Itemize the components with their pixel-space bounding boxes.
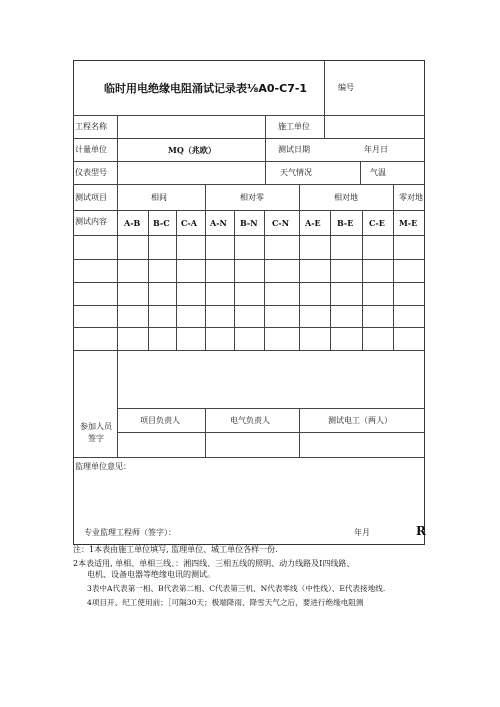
col-header: C-N <box>272 218 289 228</box>
test-content-label: 测试内容 <box>75 217 107 226</box>
notes <box>73 544 433 608</box>
col-divider <box>205 184 206 350</box>
col-divider <box>265 115 266 184</box>
supervisor-engineer-label: 专业监理工程师（签字）： <box>84 528 176 537</box>
instrument-model-label: 仪表型号 <box>75 168 107 177</box>
electrical-leader-label: 电气负责人 <box>230 416 270 425</box>
row-divider <box>73 305 425 306</box>
row-divider <box>73 350 425 351</box>
weather-label: 天气情况 <box>280 168 312 177</box>
row-divider <box>117 408 425 409</box>
col-divider <box>393 184 394 350</box>
col-header: A-E <box>305 218 321 228</box>
number-label: 编号 <box>338 83 354 92</box>
col-header: B-N <box>240 218 258 228</box>
measure-unit-label: 计量单位 <box>75 145 107 154</box>
col-divider <box>362 210 363 350</box>
col-divider <box>299 184 300 350</box>
temperature-label: 气温 <box>370 168 386 177</box>
col-divider <box>264 210 265 350</box>
measure-unit-value: MQ（兆欧） <box>168 145 216 155</box>
zero-to-ground-label: 零对地 <box>399 193 423 202</box>
project-name-label: 工程名称 <box>75 122 107 131</box>
participants-label: 参加人员签字 <box>80 422 112 443</box>
col-header: C-A <box>181 218 197 228</box>
note-line: 4项目开、纪工使用前；［可隔30天；极端降雨、降雪天气之后，要进行绝缘电阻测 <box>87 598 364 607</box>
col-header: M-E <box>399 218 418 228</box>
project-leader-label: 项目负责人 <box>140 416 180 425</box>
row-divider <box>73 327 425 328</box>
test-date-label: 测试日期 <box>278 145 310 154</box>
row-divider <box>73 457 425 458</box>
col-divider <box>360 161 361 184</box>
row-divider <box>73 184 425 185</box>
col-header: A-N <box>210 218 227 228</box>
col-divider <box>324 115 325 138</box>
r-mark: R <box>416 524 426 538</box>
col-divider <box>299 408 300 457</box>
test-date-value: 年月日 <box>364 145 388 154</box>
note-line: 3表中A代表第一相、B代表第二相、C代表第三机、N代表零线（中性线）、E代表接地线. <box>87 584 386 593</box>
note-line: 2本表适用, 单相、单相三线、：湘四线、三相五线的照明、动力线路及Ⅰ四线路、 <box>73 559 355 568</box>
col-divider <box>117 350 118 457</box>
col-divider <box>148 210 149 350</box>
row-divider <box>73 115 425 116</box>
row-divider <box>73 259 425 260</box>
construction-unit-label: 施工单位 <box>278 122 310 131</box>
test-electrician-label: 测试电工（两人） <box>328 416 392 425</box>
phase-to-phase-label: 相间 <box>151 193 167 202</box>
col-divider <box>234 210 235 350</box>
col-divider <box>324 60 325 115</box>
row-divider <box>117 432 425 433</box>
supervisor-opinion-label: 监理单位意见： <box>75 462 131 471</box>
test-item-label: 测试项目 <box>75 193 107 202</box>
col-header: B-C <box>153 218 170 228</box>
row-divider <box>73 282 425 283</box>
form-frame <box>73 60 425 545</box>
col-divider <box>205 408 206 457</box>
note-line: 电机、设备电器等绝缘电讯的测试。 <box>87 570 215 579</box>
col-header: C-E <box>369 218 385 228</box>
col-divider <box>117 115 118 184</box>
col-header: A-B <box>124 218 141 228</box>
phase-to-ground-label: 相对地 <box>334 193 358 202</box>
row-divider <box>73 161 425 162</box>
col-divider <box>176 210 177 350</box>
col-divider <box>330 210 331 350</box>
note-line: 注：1本表由施工单位填写, 监理单位、城工单位各样一份. <box>73 545 278 554</box>
form-title: 临时用电绝缘电阻涌试记录表⅛A0-C7-1 <box>104 82 308 95</box>
col-divider <box>117 184 118 350</box>
row-divider <box>73 138 425 139</box>
col-header: B-E <box>337 218 354 228</box>
phase-to-zero-label: 相对零 <box>240 193 264 202</box>
year-month-label: 年月 <box>354 528 370 537</box>
row-divider <box>73 235 425 236</box>
row-divider <box>73 210 425 211</box>
